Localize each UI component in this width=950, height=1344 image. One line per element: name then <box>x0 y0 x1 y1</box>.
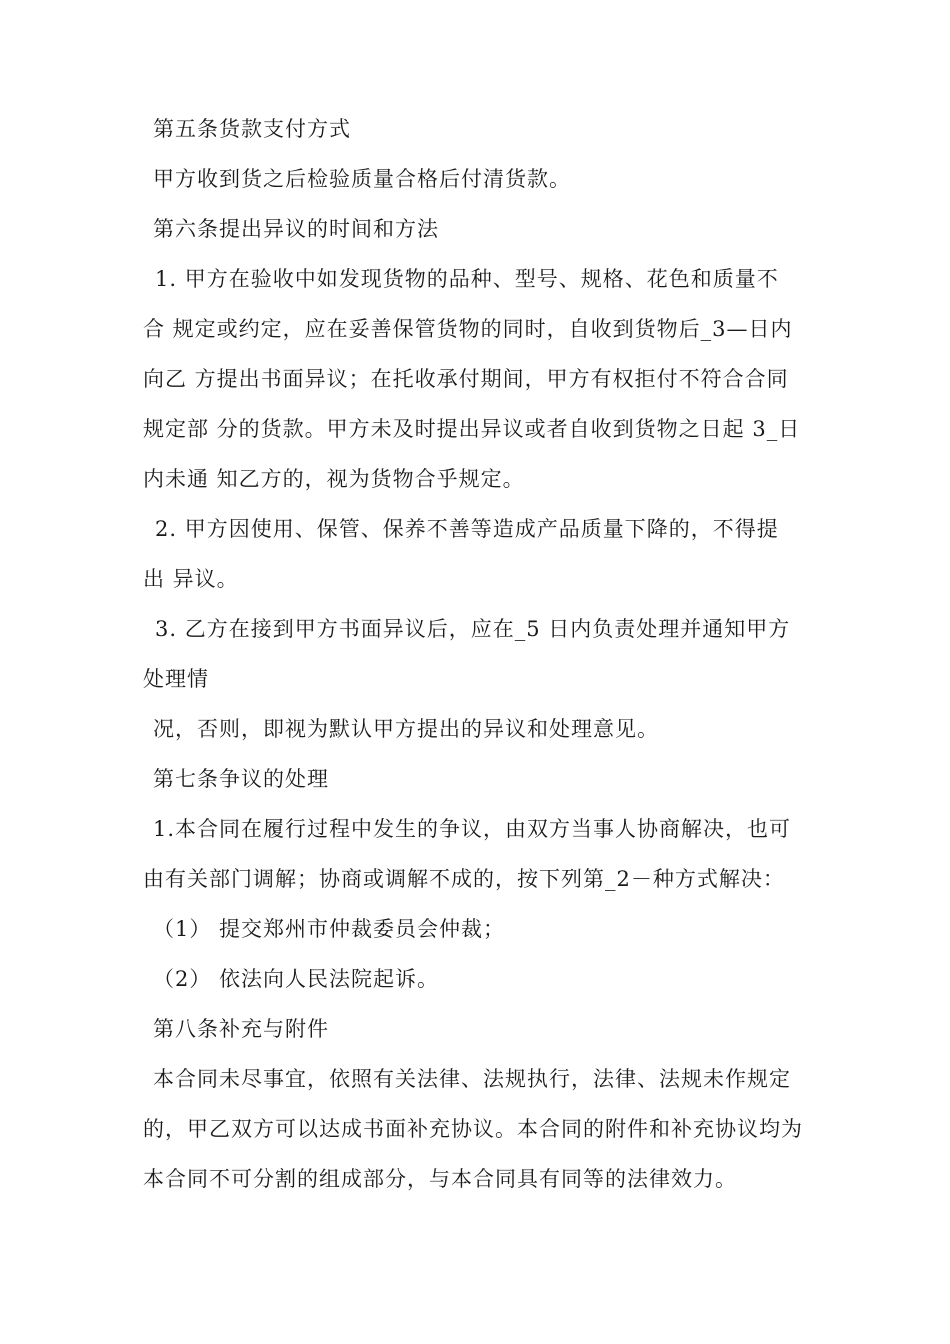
clause-7-1-line: 1.本合同在履行过程中发生的争议，由双方当事人协商解决，也可 <box>153 817 792 841</box>
clause-6-3-line: 况，否则，即视为默认甲方提出的异议和处理意见。 <box>153 717 659 741</box>
clause-6-1-line: 合 规定或约定，应在妥善保管货物的同时，自收到货物后_3—日内 <box>143 317 793 341</box>
clause-6-1-line: 内未通 知乙方的，视为货物合乎规定。 <box>143 467 525 491</box>
clause-6-3-line: 处理情 <box>143 667 209 691</box>
clause-6-2-line: 2. 甲方因使用、保管、保养不善等造成产品质量下降的，不得提 <box>155 517 779 541</box>
option-1-line: （1） 提交郑州市仲裁委员会仲裁； <box>153 917 506 941</box>
article-8-line: 本合同未尽事宜，依照有关法律、法规执行，法律、法规未作规定 <box>153 1067 791 1091</box>
article-7-heading: 第七条争议的处理 <box>153 767 329 791</box>
clause-6-3-line: 3. 乙方在接到甲方书面异议后，应在_5 日内负责处理并通知甲方 <box>155 617 791 641</box>
text-line: 甲方收到货之后检验质量合格后付清货款。 <box>153 167 571 191</box>
article-5-heading: 第五条货款支付方式 <box>153 117 351 141</box>
article-8-line: 的，甲乙双方可以达成书面补充协议。本合同的附件和补充协议均为 <box>143 1117 803 1141</box>
article-8-line: 本合同不可分割的组成部分，与本合同具有同等的法律效力。 <box>143 1167 737 1191</box>
article-8-heading: 第八条补充与附件 <box>153 1017 329 1041</box>
option-2-line: （2） 依法向人民法院起诉。 <box>153 967 440 991</box>
clause-6-1-line: 规定部 分的货款。甲方未及时提出异议或者自收到货物之日起 3_日 <box>143 417 801 441</box>
document-body <box>143 104 823 1204</box>
clause-6-1-line: 1. 甲方在验收中如发现货物的品种、型号、规格、花色和质量不 <box>155 267 779 291</box>
clause-7-1-line: 由有关部门调解；协商或调解不成的，按下列第_2－种方式解决： <box>143 867 785 891</box>
clause-6-2-line: 出 异议。 <box>143 567 239 591</box>
article-6-heading: 第六条提出异议的时间和方法 <box>153 217 439 241</box>
clause-6-1-line: 向乙 方提出书面异议；在托收承付期间，甲方有权拒付不符合合同 <box>143 367 789 391</box>
